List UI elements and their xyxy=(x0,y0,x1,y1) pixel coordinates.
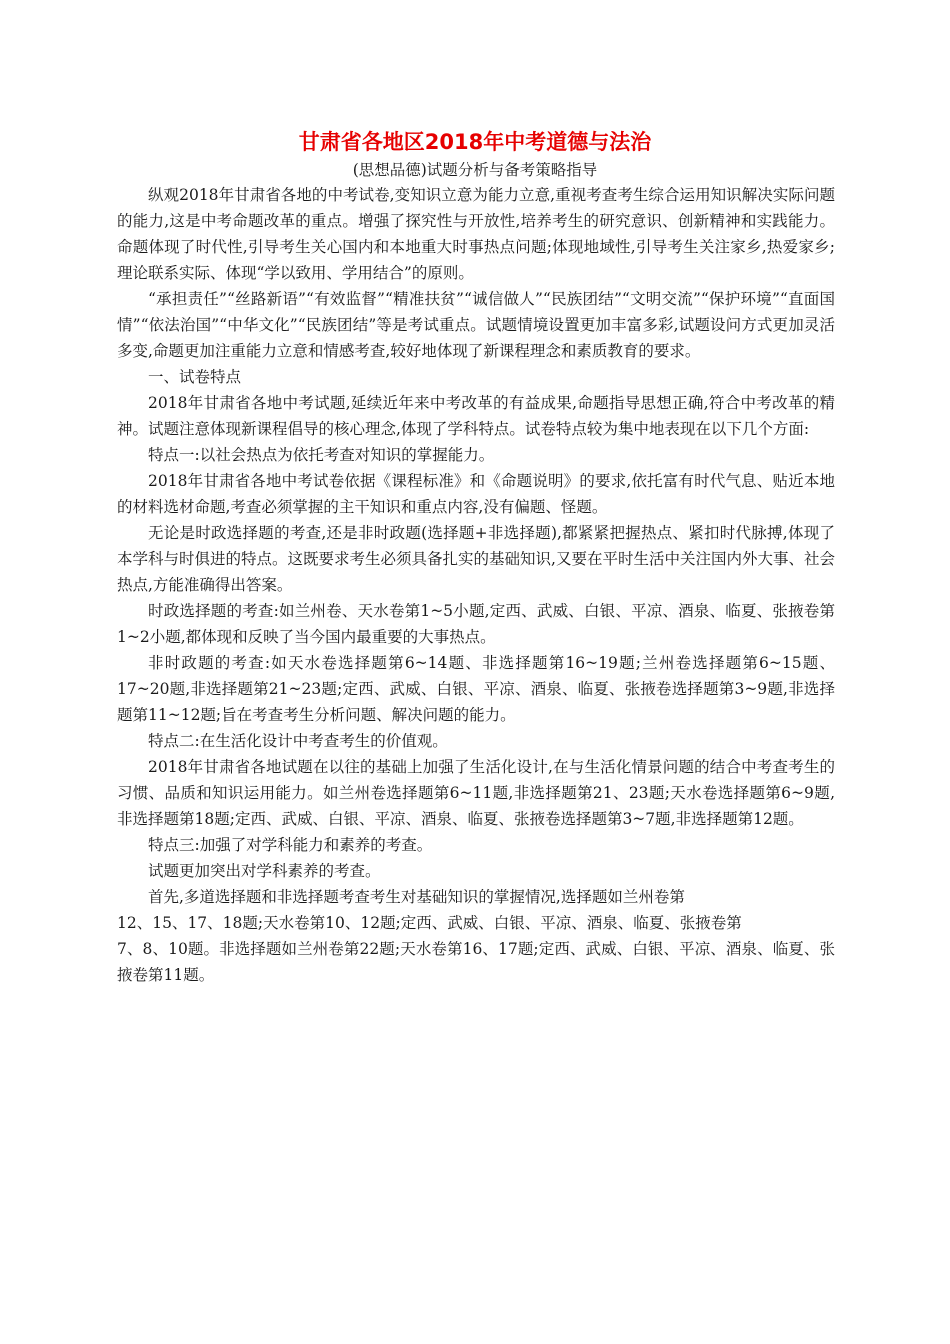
document-title: 甘肃省各地区2018年中考道德与法治 xyxy=(298,130,652,154)
feature-heading: 特点二:在生活化设计中考查考生的价值观。 xyxy=(148,732,448,750)
paragraph-continuation: 12、15、17、18题;天水卷第10、12题;定西、武威、白银、平凉、酒泉、临夏、张掖卷第 xyxy=(117,914,742,932)
document-subtitle: (思想品德)试题分析与备考策略指导 xyxy=(352,161,598,179)
paragraph: 试题更加突出对学科素养的考查。 xyxy=(148,862,381,880)
paragraph: 2018年甘肃省各地中考试题,延续近年来中考改革的有益成果,命题指导思想正确,符合中考改革的精神。试题注意体现新课程倡导的核心理念,体现了学科特点。试卷特点较为集中地表现在以下几个方面: xyxy=(117,394,835,438)
paragraph-key-topics: “承担责任”“丝路新语”“有效监督”“精准扶贫”“诚信做人”“民族团结”“文明交流”“保护环境”“直面国情”“依法治国”“中华文化”“民族团结”等是考试重点。试题情境设置更加丰富多彩,试题设问方式更加灵活多变,命题更加注重能力立意和情感考查,较好地体现了新课程理念和素质教育的要求。 xyxy=(117,290,835,360)
paragraph: 首先,多道选择题和非选择题考查考生对基础知识的掌握情况,选择题如兰州卷第 xyxy=(148,888,685,906)
document-body xyxy=(117,182,835,988)
paragraph: 时政选择题的考查:如兰州卷、天水卷第1~5小题,定西、武威、白银、平凉、酒泉、临夏、张掖卷第1~2小题,都体现和反映了当今国内最重要的大事热点。 xyxy=(117,602,835,646)
paragraph-intro: 纵观2018年甘肃省各地的中考试卷,变知识立意为能力立意,重视考查考生综合运用知识解决实际问题的能力,这是中考命题改革的重点。增强了探究性与开放性,培养考生的研究意识、创新精神和实践能力。命题体现了时代性,引导考生关心国内和本地重大时事热点问题;体现地域性,引导考生关注家乡,热爱家乡;理论联系实际、体现“学以致用、学用结合”的原则。 xyxy=(117,186,835,282)
paragraph: 2018年甘肃省各地中考试卷依据《课程标准》和《命题说明》的要求,依托富有时代气息、贴近本地的材料选材命题,考查必须掌握的主干知识和重点内容,没有偏题、怪题。 xyxy=(117,472,835,516)
feature-heading: 特点三:加强了对学科能力和素养的考查。 xyxy=(148,836,433,854)
paragraph: 2018年甘肃省各地试题在以往的基础上加强了生活化设计,在与生活化情景问题的结合中考查考生的习惯、品质和知识运用能力。如兰州卷选择题第6~11题,非选择题第21、23题;天水卷选择题第6~9题,非选择题第18题;定西、武威、白银、平凉、酒泉、临夏、张掖卷选择题第3~7题,非选择题第12题。 xyxy=(117,758,835,828)
paragraph-continuation: 7、8、10题。非选择题如兰州卷第22题;天水卷第16、17题;定西、武威、白银、平凉、酒泉、临夏、张掖卷第11题。 xyxy=(117,940,835,984)
paragraph: 无论是时政选择题的考查,还是非时政题(选择题+非选择题),都紧紧把握热点、紧扣时代脉搏,体现了本学科与时俱进的特点。这既要求考生必须具备扎实的基础知识,又要在平时生活中关注国内外大事、社会热点,方能准确得出答案。 xyxy=(117,524,835,594)
paragraph: 非时政题的考查:如天水卷选择题第6~14题、非选择题第16~19题;兰州卷选择题第6~15题、17~20题,非选择题第21~23题;定西、武威、白银、平凉、酒泉、临夏、张掖卷选择题第3~9题,非选择题第11~12题;旨在考查考生分析问题、解决问题的能力。 xyxy=(117,654,835,724)
feature-heading: 特点一:以社会热点为依托考查对知识的掌握能力。 xyxy=(148,446,495,464)
section-heading: 一、试卷特点 xyxy=(148,368,242,386)
